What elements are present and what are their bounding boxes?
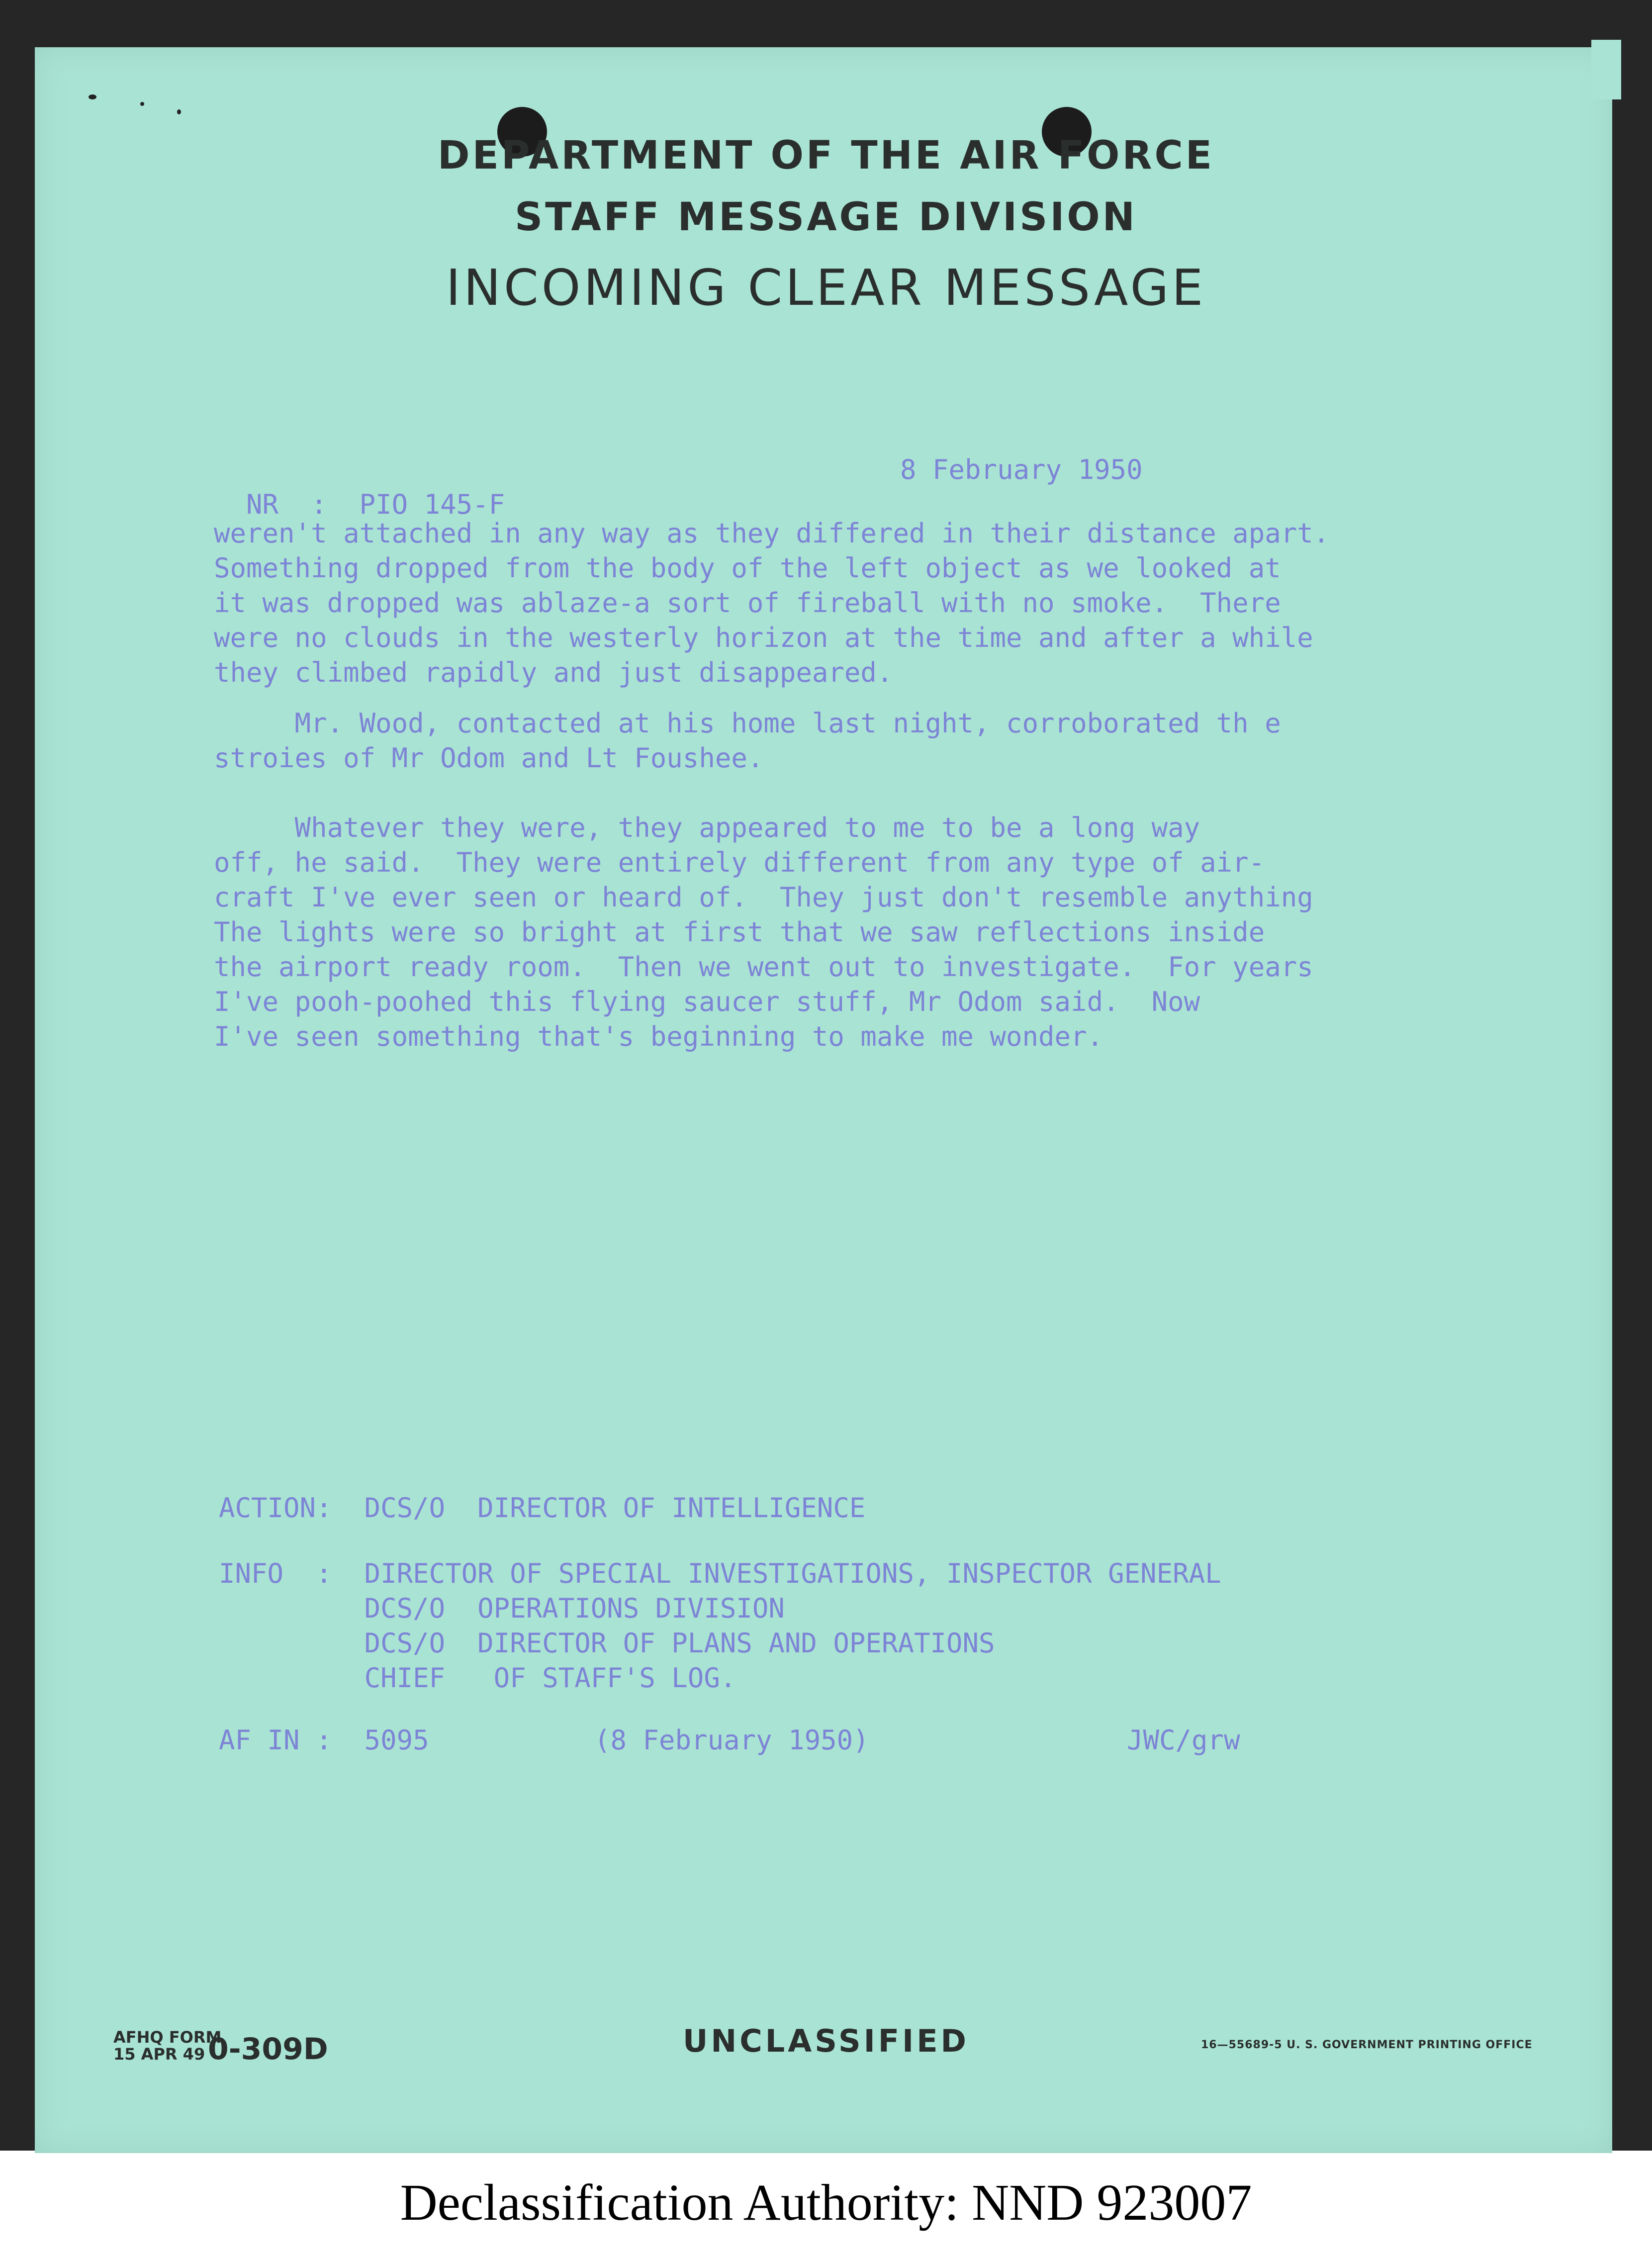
speck-mark	[89, 94, 96, 99]
reference-initials: JWC/grw	[1127, 1724, 1240, 1756]
division-heading: STAFF MESSAGE DIVISION	[515, 195, 1137, 240]
form-label: AFHQ FORM	[113, 2028, 222, 2047]
info-routing: INFO : DIRECTOR OF SPECIAL INVESTIGATIONS, INSPECTOR GENERAL DCS/O OPERATIONS DIVISION DCS/O DIRECTOR OF PLANS AND OPERATIONS CHIEF OF STAFF'S LOG.	[219, 1558, 1221, 1694]
message-paragraph: Whatever they were, they appeared to me to be a long way off, he said. They were entirely different from any type of air- craft I've ever seen or heard of. They just don't resemble anything The lights were so bright at first that we saw reflections inside the airport ready room. Then we went out to investigate. For years I've pooh-poohed this flying saucer stuff, Mr Odom said. Now I've seen something that's beginning to make me wonder.	[214, 812, 1313, 1052]
classification-marking: UNCLASSIFIED	[682, 2023, 970, 2059]
form-number: 0-309D	[208, 2032, 328, 2067]
message-paragraph: Mr. Wood, contacted at his home last night, corroborated th e stroies of Mr Odom and Lt Foushee.	[214, 708, 1281, 774]
form-date: 15 APR 49	[113, 2045, 205, 2064]
message-form-sheet	[35, 47, 1612, 2153]
message-date: 8 February 1950	[900, 454, 1143, 485]
printer-imprint: 16—55689-5 U. S. GOVERNMENT PRINTING OFFICE	[1201, 2039, 1533, 2051]
action-routing: ACTION: DCS/O DIRECTOR OF INTELLIGENCE	[219, 1492, 866, 1524]
af-in-number: AF IN : 5095	[219, 1724, 429, 1756]
sheet-corner	[1591, 40, 1621, 99]
message-paragraph: weren't attached in any way as they differed in their distance apart. Something dropped from the body of the left object as we looked at it was dropped was ablaze-a sort of fireball with no smoke. There were no clouds in the westerly horizon at the time and after a while they climbed rapidly and just disappeared.	[214, 518, 1330, 688]
message-number: NR : PIO 145-F	[246, 489, 505, 520]
message-type-heading: INCOMING CLEAR MESSAGE	[446, 259, 1206, 317]
speck-mark	[140, 102, 144, 106]
af-in-line	[219, 1723, 1240, 1862]
af-in-date: (8 February 1950)	[594, 1724, 869, 1756]
department-heading: DEPARTMENT OF THE AIR FORCE	[437, 133, 1215, 178]
declassification-caption: Declassification Authority: NND 923007	[400, 2174, 1252, 2231]
speck-mark	[177, 109, 181, 114]
